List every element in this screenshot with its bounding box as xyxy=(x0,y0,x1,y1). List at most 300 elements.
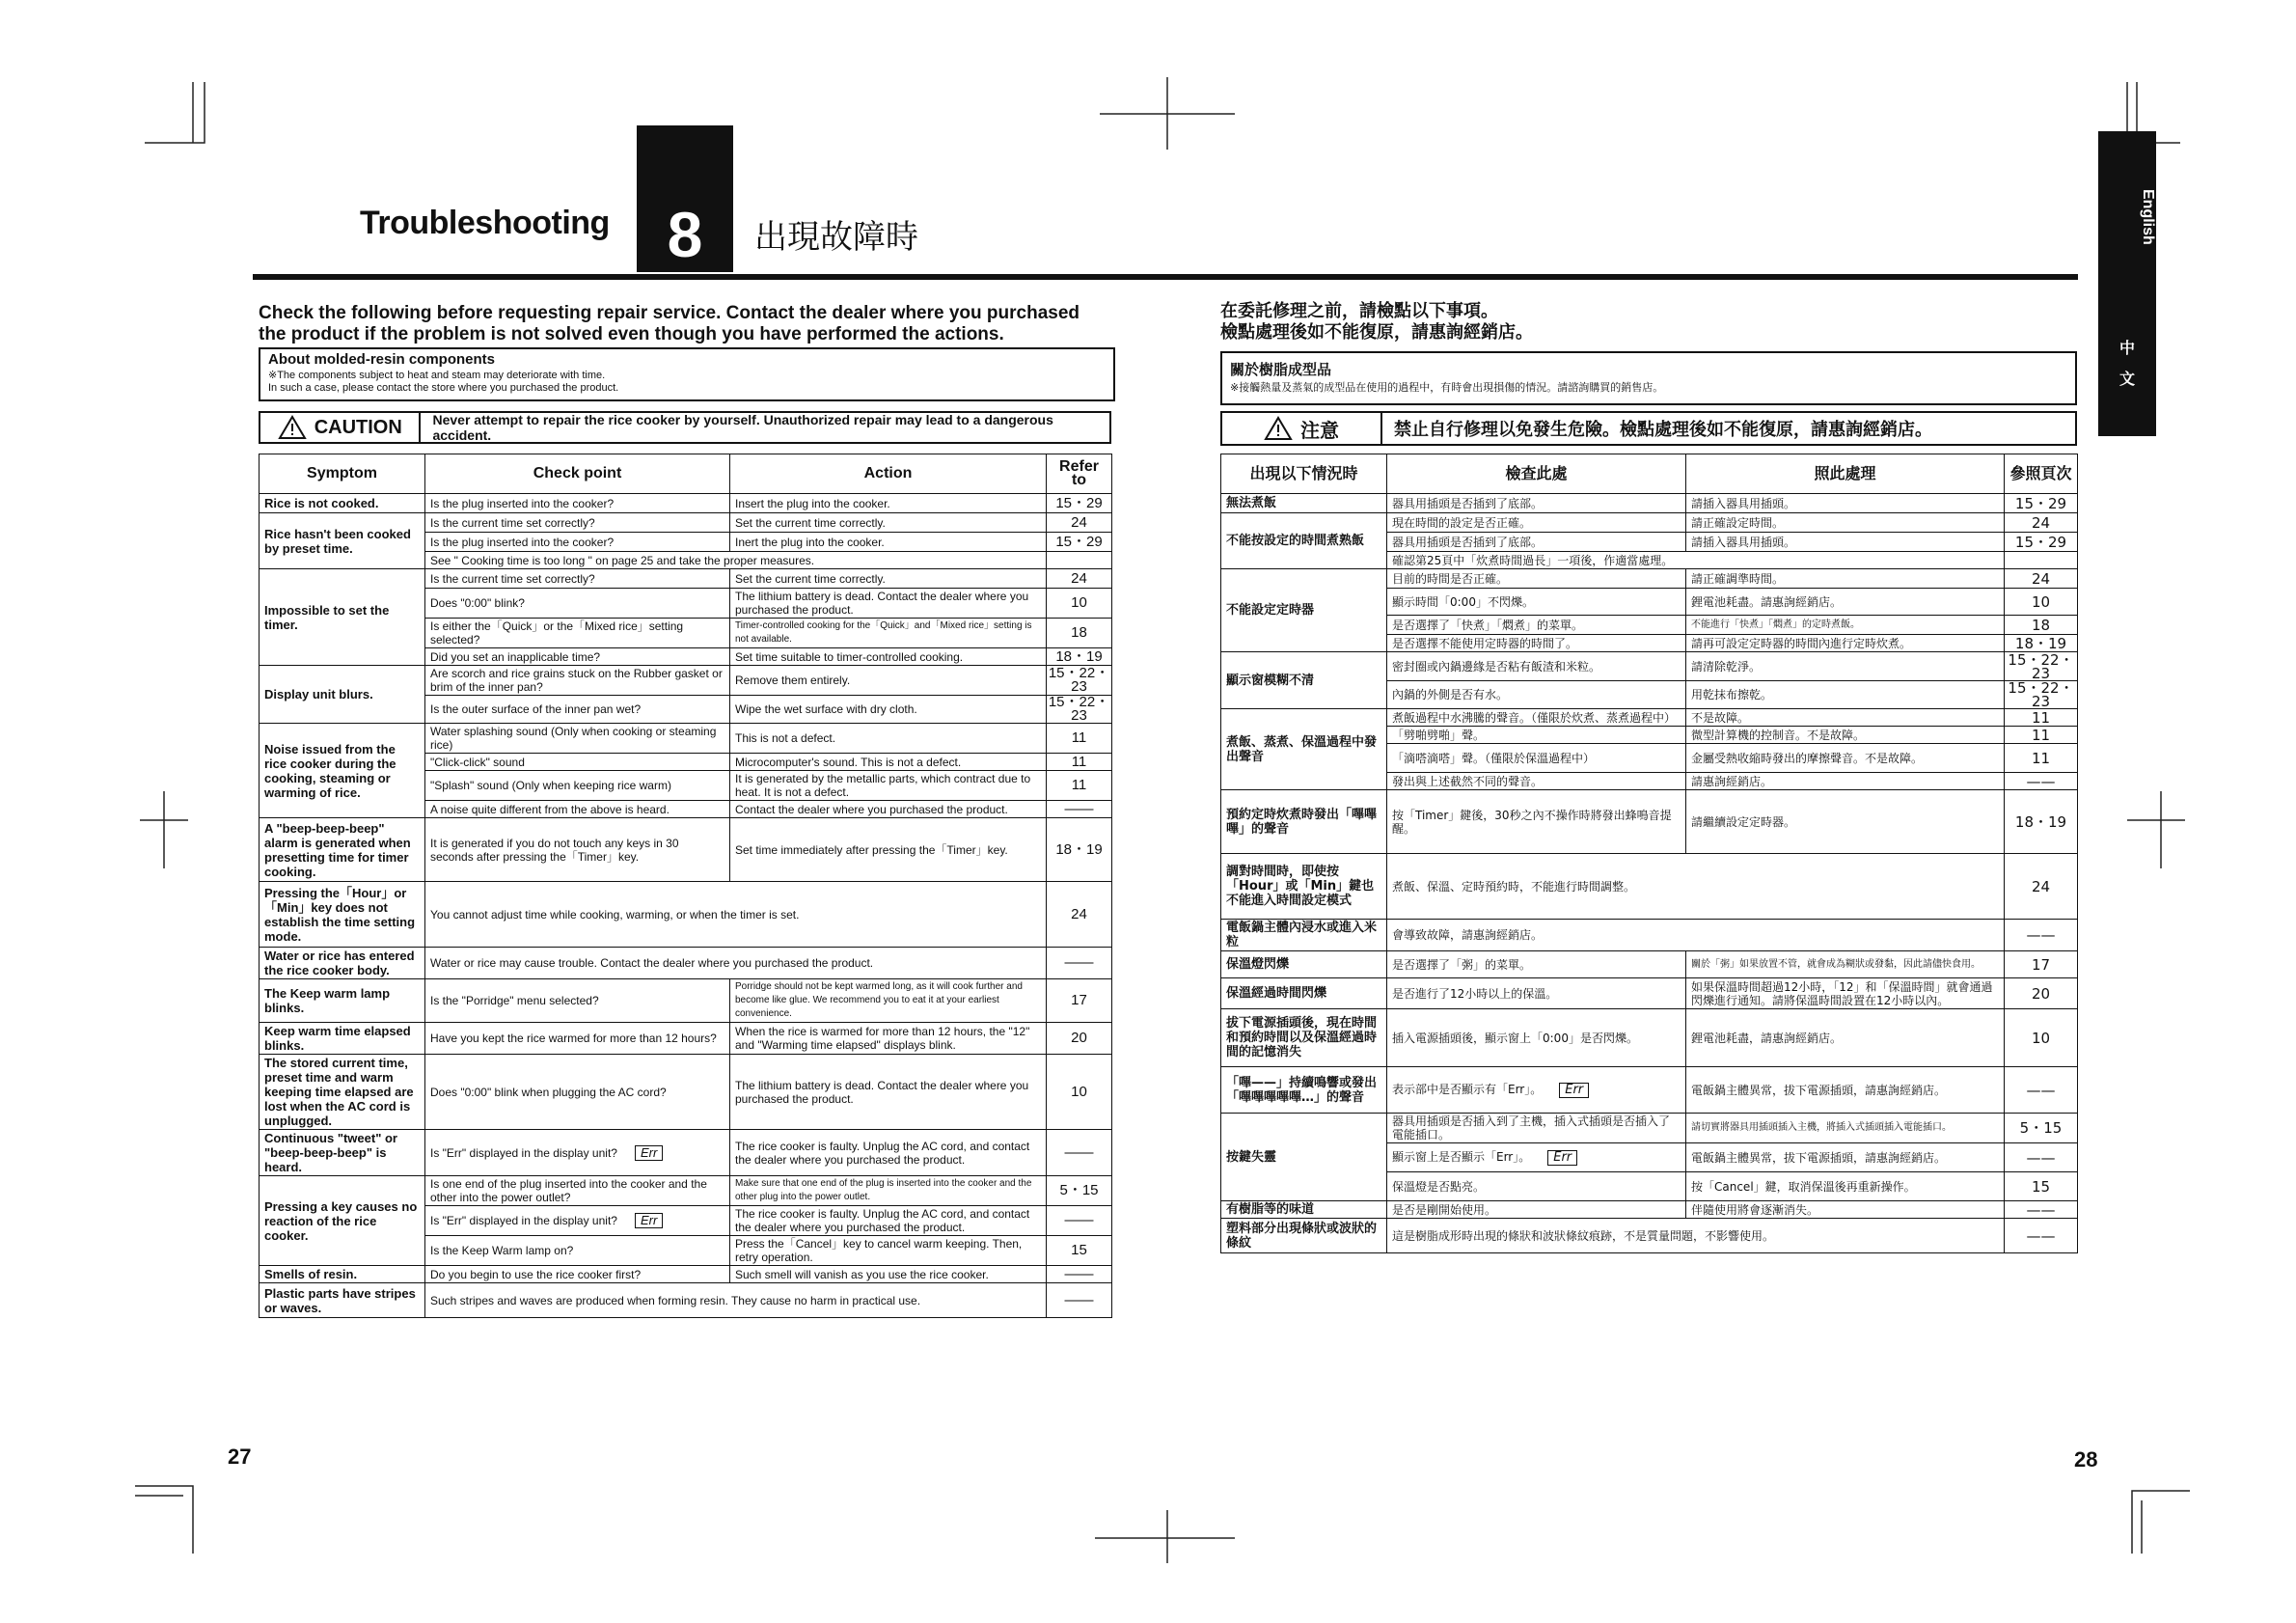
action-cell: Insert the plug into the cooker. xyxy=(730,494,1047,513)
action-cell: This is not a defect. xyxy=(730,724,1047,754)
action-cell: It is generated by the metallic parts, which contract due to heat. It is not a defect. xyxy=(730,771,1047,801)
check-point-text: Is the current time set correctly? xyxy=(430,515,595,530)
check-point-cell xyxy=(1387,635,1686,652)
check-point-cell xyxy=(1387,616,1686,635)
refer-to-cell: 20 xyxy=(1047,1023,1112,1055)
caution-box xyxy=(259,411,1111,444)
action-cell: Set the current time correctly. xyxy=(730,513,1047,533)
check-point-text: 顯示窗上是否顯示「Err」。 xyxy=(1392,1149,1531,1164)
check-point-text: 顯示時間「0:00」不閃爍。 xyxy=(1392,594,1534,609)
check-point-cell xyxy=(1387,1009,1686,1067)
refer-to-cell: —— xyxy=(2005,1201,2078,1219)
tab-chinese-2: 文 xyxy=(2118,371,2135,388)
refer-to-cell: —— xyxy=(1047,1206,1112,1236)
err-display-icon: Err xyxy=(1547,1150,1577,1166)
table-row xyxy=(1221,709,2078,727)
check-point-cell xyxy=(1387,569,1686,589)
refer-to-cell: —— xyxy=(2005,773,2078,790)
symptom-cell: 不能設定定時器 xyxy=(1221,569,1387,652)
caution-box-chinese xyxy=(1220,411,2077,446)
refer-to-cell: 20 xyxy=(2005,978,2078,1009)
troubleshooting-table-chinese xyxy=(1220,454,2078,1253)
refer-to-cell: 15・29 xyxy=(1047,533,1112,552)
err-display-icon: Err xyxy=(635,1213,663,1228)
intro-text-english: Check the following before requesting repair service. Contact the dealer where you purchased the product if the problem is not solved even though you have performed the actions. xyxy=(259,303,1080,344)
table-row xyxy=(1221,951,2078,978)
symptom-cell: 預約定時炊煮時發出「嗶嗶嗶」的聲音 xyxy=(1221,790,1387,854)
check-point-cell xyxy=(1387,727,1686,744)
check-point-cell xyxy=(1387,513,1686,533)
refer-to-cell: 17 xyxy=(1047,979,1112,1023)
action-cell: Set time immediately after pressing the「Timer」key. xyxy=(730,818,1047,882)
header-action-zh: 照此處理 xyxy=(1686,454,2005,494)
action-cell: Set time suitable to timer-controlled cooking. xyxy=(730,648,1047,666)
symptom-cell: 「嗶——」持續鳴響或發出「嗶嗶嗶嗶嗶…」的聲音 xyxy=(1221,1067,1387,1114)
action-cell: Remove them entirely. xyxy=(730,666,1047,696)
refer-to-cell: —— xyxy=(1047,1266,1112,1283)
check-point-cell xyxy=(1387,1067,1686,1114)
table-row xyxy=(1221,1201,2078,1219)
about-resin-title: About molded-resin components xyxy=(268,351,496,368)
action-cell: The rice cooker is faulty. Unplug the AC cord, and contact the dealer where you purchased the product. xyxy=(730,1206,1047,1236)
refer-to-cell: 24 xyxy=(1047,513,1112,533)
check-point-text: You cannot adjust time while cooking, warming, or when the timer is set. xyxy=(430,907,800,922)
check-point-cell xyxy=(425,666,730,696)
table-row xyxy=(260,818,1112,882)
check-point-text: 煮飯過程中水沸騰的聲音。（僅限於炊煮、蒸煮過程中） xyxy=(1392,710,1677,725)
check-point-text: 發出與上述截然不同的聲音。 xyxy=(1392,774,1544,788)
check-point-cell xyxy=(425,1283,1047,1318)
check-point-text: 是否選擇不能使用定時器的時間了。 xyxy=(1392,636,1578,650)
action-cell: 請清除乾淨。 xyxy=(1686,652,2005,681)
check-point-cell xyxy=(1387,790,1686,854)
symptom-cell: A "beep-beep-beep" alarm is generated when presetting time for timer cooking. xyxy=(260,818,425,882)
action-cell: Microcomputer's sound. This is not a defect. xyxy=(730,754,1047,771)
table-row xyxy=(260,569,1112,589)
header-symptom-zh: 出現以下情況時 xyxy=(1221,454,1387,494)
refer-to-cell: 15・22・23 xyxy=(2005,652,2078,681)
symptom-cell: 保溫燈閃爍 xyxy=(1221,951,1387,978)
check-point-cell xyxy=(1387,652,1686,681)
refer-to-cell: 18・19 xyxy=(2005,790,2078,854)
action-cell: Contact the dealer where you purchased the product. xyxy=(730,801,1047,818)
check-point-text: Is "Err" displayed in the display unit? xyxy=(430,1145,617,1160)
action-cell: Make sure that one end of the plug is inserted into the cooker and the other plug into the power outlet. xyxy=(730,1176,1047,1206)
table-row xyxy=(260,1055,1112,1130)
refer-to-cell: 18・19 xyxy=(2005,635,2078,652)
symptom-cell: The stored current time, preset time and warm keeping time elapsed are lost when the AC cord is unplugged. xyxy=(260,1055,425,1130)
chapter-number: 8 xyxy=(667,199,703,270)
page-title-english: Troubleshooting xyxy=(360,205,610,241)
check-point-text: Do you begin to use the rice cooker first? xyxy=(430,1267,642,1281)
check-point-text: Is either the「Quick」or the「Mixed rice」setting selected? xyxy=(430,619,684,646)
action-cell: 請惠詢經銷店。 xyxy=(1686,773,2005,790)
check-point-cell xyxy=(425,589,730,619)
check-point-text: It is generated if you do not touch any keys in 30 seconds after pressing the「Timer」key. xyxy=(430,836,679,864)
action-cell: 請切實將器具用插頭插入主機，將插入式插頭插入電能插口。 xyxy=(1686,1114,2005,1143)
table-header-row xyxy=(260,454,1112,494)
action-cell: 不能進行「快煮」「燜煮」的定時煮飯。 xyxy=(1686,616,2005,635)
action-cell: Press the「Cancel」key to cancel warm keeping. Then, retry operation. xyxy=(730,1236,1047,1266)
header-check-point: Check point xyxy=(425,454,730,494)
refer-to-cell: 15・22・23 xyxy=(1047,666,1112,696)
refer-to-cell: 15・29 xyxy=(2005,494,2078,513)
action-cell: When the rice is warmed for more than 12 hours, the "12" and "Warming time elapsed" displays blink. xyxy=(730,1023,1047,1055)
check-point-cell xyxy=(425,569,730,589)
check-point-cell xyxy=(425,1236,730,1266)
symptom-cell: Rice hasn't been cooked by preset time. xyxy=(260,513,425,569)
table-row xyxy=(1221,494,2078,513)
check-point-text: 「劈啪劈啪」聲。 xyxy=(1392,728,1486,742)
check-point-text: 是否選擇了「粥」的菜單。 xyxy=(1392,957,1532,972)
action-cell: Such smell will vanish as you use the rice cooker. xyxy=(730,1266,1047,1283)
symptom-cell: Pressing a key causes no reaction of the rice cooker. xyxy=(260,1176,425,1266)
header-rule xyxy=(253,274,2078,280)
check-point-text: Have you kept the rice warmed for more than 12 hours? xyxy=(430,1032,717,1045)
action-cell: 電飯鍋主體異常，拔下電源插頭，請惠詢經銷店。 xyxy=(1686,1067,2005,1114)
check-point-text: 目前的時間是否正確。 xyxy=(1392,571,1509,586)
check-point-cell xyxy=(1387,854,2005,920)
check-point-text: See " Cooking time is too long " on page 25 and take the proper measures. xyxy=(430,553,815,567)
check-point-text: 現在時間的設定是否正確。 xyxy=(1392,515,1532,530)
refer-to-cell: —— xyxy=(2005,1219,2078,1253)
action-cell: 請繼續設定定時器。 xyxy=(1686,790,2005,854)
table-row xyxy=(260,979,1112,1023)
caution-message: Never attempt to repair the rice cooker by yourself. Unauthorized repair may lead to a dangerous accident. xyxy=(432,412,1053,443)
refer-to-cell xyxy=(2005,552,2078,569)
table-row xyxy=(1221,1219,2078,1253)
symptom-cell: Display unit blurs. xyxy=(260,666,425,724)
refer-to-cell: 24 xyxy=(2005,569,2078,589)
refer-to-cell: 24 xyxy=(2005,854,2078,920)
refer-to-cell: —— xyxy=(1047,1130,1112,1176)
action-cell: 微型計算機的控制音。不是故障。 xyxy=(1686,727,2005,744)
check-point-cell xyxy=(1387,1219,2005,1253)
check-point-text: Is the outer surface of the inner pan wet? xyxy=(430,702,642,716)
check-point-cell xyxy=(1387,920,2005,951)
check-point-cell xyxy=(425,1206,730,1236)
check-point-text: Is the plug inserted into the cooker? xyxy=(430,496,615,510)
symptom-cell: Water or rice has entered the rice cooker body. xyxy=(260,948,425,979)
check-point-text: 是否選擇了「快煮」「燜煮」的菜單。 xyxy=(1392,618,1584,632)
check-point-text: Are scorch and rice grains stuck on the Rubber gasket or brim of the inner pan? xyxy=(430,667,723,694)
symptom-cell: 保溫經過時間閃爍 xyxy=(1221,978,1387,1009)
check-point-text: Water splashing sound (Only when cooking or steaming rice) xyxy=(430,725,717,752)
check-point-text: 器具用插頭是否插到了底部。 xyxy=(1392,535,1544,549)
table-row xyxy=(260,1283,1112,1318)
action-cell: 請正確設定時間。 xyxy=(1686,513,2005,533)
symptom-cell: The Keep warm lamp blinks. xyxy=(260,979,425,1023)
symptom-cell: Plastic parts have stripes or waves. xyxy=(260,1283,425,1318)
check-point-cell xyxy=(425,724,730,754)
check-point-cell xyxy=(425,754,730,771)
refer-to-cell: —— xyxy=(1047,948,1112,979)
caution-message-chinese: 禁止自行修理以免發生危險。檢點處理後如不能復原，請惠詢經銷店。 xyxy=(1394,420,1932,440)
refer-to-cell: 24 xyxy=(1047,569,1112,589)
intro-chinese-line-2: 檢點處理後如不能復原，請惠詢經銷店。 xyxy=(1220,322,1533,343)
check-point-text: 是否是剛開始使用。 xyxy=(1392,1202,1497,1217)
refer-to-cell: 17 xyxy=(2005,951,2078,978)
refer-to-cell: 11 xyxy=(2005,727,2078,744)
check-point-text: 插入電源插頭後，顯示窗上「0:00」是否閃爍。 xyxy=(1392,1031,1638,1045)
check-point-cell xyxy=(425,801,730,818)
check-point-cell xyxy=(425,818,730,882)
action-cell: 電飯鍋主體異常，拔下電源插頭，請惠詢經銷店。 xyxy=(1686,1143,2005,1172)
table-header-row xyxy=(1221,454,2078,494)
check-point-cell xyxy=(1387,681,1686,709)
refer-to-cell: 18 xyxy=(2005,616,2078,635)
symptom-cell: 顯示窗模糊不清 xyxy=(1221,652,1387,709)
action-cell: 按「Cancel」鍵，取消保溫後再重新操作。 xyxy=(1686,1172,2005,1201)
action-cell: 用乾抹布擦乾。 xyxy=(1686,681,2005,709)
check-point-text: 保溫燈是否點亮。 xyxy=(1392,1179,1486,1194)
err-display-icon: Err xyxy=(1559,1083,1589,1098)
refer-to-cell: —— xyxy=(1047,801,1112,818)
table-row xyxy=(1221,920,2078,951)
action-cell: 不是故障。 xyxy=(1686,709,2005,727)
refer-to-cell: 15・22・23 xyxy=(2005,681,2078,709)
caution-label-chinese xyxy=(1222,413,1382,444)
refer-to-cell: 18 xyxy=(1047,619,1112,648)
refer-to-cell: 15・22・23 xyxy=(1047,696,1112,724)
table-row xyxy=(1221,569,2078,589)
check-point-cell xyxy=(425,552,1047,569)
header-action: Action xyxy=(730,454,1047,494)
check-point-cell xyxy=(425,979,730,1023)
action-cell: The lithium battery is dead. Contact the dealer where you purchased the product. xyxy=(730,589,1047,619)
check-point-cell xyxy=(1387,1201,1686,1219)
header-refer-to: Refer to xyxy=(1047,454,1112,494)
symptom-cell: Continuous "tweet" or "beep-beep-beep" is heard. xyxy=(260,1130,425,1176)
check-point-text: Is one end of the plug inserted into the cooker and the other into the power outlet? xyxy=(430,1177,707,1204)
warning-triangle-icon xyxy=(1264,416,1293,441)
action-cell: Inert the plug into the cooker. xyxy=(730,533,1047,552)
check-point-text: Is "Err" displayed in the display unit? xyxy=(430,1214,617,1227)
check-point-cell xyxy=(425,1266,730,1283)
check-point-cell xyxy=(425,1176,730,1206)
table-row xyxy=(1221,513,2078,533)
table-row xyxy=(260,1023,1112,1055)
check-point-text: Is the "Porridge" menu selected? xyxy=(430,994,599,1007)
refer-to-cell: 11 xyxy=(2005,709,2078,727)
symptom-cell: 塑料部分出現條狀或波狀的條紋 xyxy=(1221,1219,1387,1253)
refer-to-cell: —— xyxy=(2005,1143,2078,1172)
table-row xyxy=(260,1130,1112,1176)
action-cell: 請插入器具用插頭。 xyxy=(1686,494,2005,513)
check-point-cell xyxy=(425,948,1047,979)
check-point-text: 這是樹脂成形時出現的條狀和波狀條紋痕跡，不是質量問題，不影響使用。 xyxy=(1392,1228,1775,1243)
check-point-cell xyxy=(1387,709,1686,727)
refer-to-cell: —— xyxy=(2005,1067,2078,1114)
intro-chinese-line-1: 在委託修理之前，請檢點以下事項。 xyxy=(1220,301,1498,321)
symptom-cell: 拔下電源插頭後，現在時間和預約時間以及保溫經過時間的記憶消失 xyxy=(1221,1009,1387,1067)
action-cell: 鋰電池耗盡。請惠詢經銷店。 xyxy=(1686,589,2005,616)
check-point-cell xyxy=(1387,494,1686,513)
check-point-cell xyxy=(1387,773,1686,790)
check-point-cell xyxy=(1387,951,1686,978)
check-point-text: "Splash" sound (Only when keeping rice warm) xyxy=(430,779,671,792)
check-point-cell xyxy=(425,648,730,666)
action-cell: 金屬受熱收縮時發出的摩擦聲音。不是故障。 xyxy=(1686,744,2005,773)
table-row xyxy=(1221,1009,2078,1067)
language-side-tab xyxy=(2098,131,2156,436)
symptom-cell: 有樹脂等的味道 xyxy=(1221,1201,1387,1219)
caution-text-chinese: 注意 xyxy=(1300,418,1339,442)
check-point-cell xyxy=(1387,589,1686,616)
refer-to-cell: 18・19 xyxy=(1047,648,1112,666)
refer-to-cell: 24 xyxy=(2005,513,2078,533)
check-point-text: 會導致故障，請惠詢經銷店。 xyxy=(1392,928,1544,942)
action-cell: 鋰電池耗盡，請惠詢經銷店。 xyxy=(1686,1009,2005,1067)
check-point-cell xyxy=(1387,1172,1686,1201)
check-point-cell xyxy=(425,1130,730,1176)
table-row xyxy=(260,724,1112,754)
err-display-icon: Err xyxy=(635,1145,663,1161)
refer-to-cell: 11 xyxy=(1047,754,1112,771)
check-point-cell xyxy=(425,533,730,552)
check-point-text: 「滴嗒滴嗒」聲。（僅限於保溫過程中） xyxy=(1392,751,1596,765)
table-row xyxy=(1221,1114,2078,1143)
check-point-cell xyxy=(1387,552,2005,569)
check-point-cell xyxy=(1387,1114,1686,1143)
check-point-text: 是否進行了12小時以上的保溫。 xyxy=(1392,986,1558,1001)
symptom-cell: 無法煮飯 xyxy=(1221,494,1387,513)
refer-to-cell: 10 xyxy=(1047,589,1112,619)
refer-to-cell: 15・29 xyxy=(1047,494,1112,513)
symptom-cell: Smells of resin. xyxy=(260,1266,425,1283)
check-point-text: Does "0:00" blink? xyxy=(430,596,525,610)
check-point-text: 密封圈或內鍋邊緣是否粘有飯渣和米粒。 xyxy=(1392,659,1601,674)
header-symptom: Symptom xyxy=(260,454,425,494)
table-row xyxy=(1221,978,2078,1009)
tab-chinese-1: 中 xyxy=(2118,341,2135,357)
caution-label xyxy=(260,413,421,442)
refer-to-cell: 15 xyxy=(1047,1236,1112,1266)
action-cell: Porridge should not be kept warmed long, as it will cook further and become like glue. We recommend you to eat it at your earliest convenience. xyxy=(730,979,1047,1023)
check-point-cell xyxy=(425,1055,730,1130)
refer-to-cell: —— xyxy=(1047,1283,1112,1318)
refer-to-cell: 24 xyxy=(1047,882,1112,948)
check-point-text: A noise quite different from the above is heard. xyxy=(430,802,670,816)
intro-text-chinese xyxy=(1220,301,2069,344)
header-ref-zh: 參照頁次 xyxy=(2005,454,2078,494)
symptom-cell: 調對時間時，即使按「Hour」或「Min」鍵也不能進入時間設定模式 xyxy=(1221,854,1387,920)
refer-to-cell: 5・15 xyxy=(2005,1114,2078,1143)
about-resin-line-1: ※The components subject to heat and steam may deteriorate with time. xyxy=(268,370,606,381)
check-point-text: 器具用插頭是否插入到了主機，插入式插頭是否插入了電能插口。 xyxy=(1392,1114,1671,1142)
refer-to-cell: 10 xyxy=(2005,1009,2078,1067)
table-row xyxy=(260,882,1112,948)
action-cell: 請再可設定定時器的時間內進行定時炊煮。 xyxy=(1686,635,2005,652)
check-point-text: 確認第25頁中「炊煮時間過長」一項後，作適當處理。 xyxy=(1392,553,1674,567)
table-row xyxy=(1221,1067,2078,1114)
refer-to-cell: 11 xyxy=(1047,771,1112,801)
action-cell: 如果保溫時間超過12小時，「12」和「保溫時間」就會通過閃爍進行通知。請將保溫時間設置在12小時以內。 xyxy=(1686,978,2005,1009)
check-point-cell xyxy=(425,882,1047,948)
check-point-text: 煮飯、保溫、定時預約時，不能進行時間調整。 xyxy=(1392,879,1636,894)
check-point-text: 表示部中是否顯示有「Err」。 xyxy=(1392,1082,1543,1096)
check-point-cell xyxy=(1387,744,1686,773)
about-resin-box xyxy=(259,347,1115,401)
refer-to-cell: —— xyxy=(2005,920,2078,951)
symptom-cell: 按鍵失靈 xyxy=(1221,1114,1387,1201)
check-point-cell xyxy=(425,494,730,513)
about-resin-box-chinese xyxy=(1220,351,2077,405)
table-row xyxy=(1221,854,2078,920)
page-number-left: 27 xyxy=(228,1444,252,1469)
refer-to-cell: 15・29 xyxy=(2005,533,2078,552)
check-point-cell xyxy=(425,513,730,533)
check-point-cell xyxy=(1387,978,1686,1009)
refer-to-cell: 5・15 xyxy=(1047,1176,1112,1206)
chapter-number-box xyxy=(637,125,733,272)
caution-text: CAUTION xyxy=(314,416,402,438)
table-row xyxy=(260,1266,1112,1283)
symptom-cell: Pressing the「Hour」or「Min」key does not establish the time setting mode. xyxy=(260,882,425,948)
symptom-cell: 不能按設定的時間煮熟飯 xyxy=(1221,513,1387,569)
troubleshooting-table-english xyxy=(259,454,1112,1318)
table-row xyxy=(260,948,1112,979)
check-point-text: "Click-click" sound xyxy=(430,755,525,769)
check-point-cell xyxy=(425,619,730,648)
check-point-text: Is the Keep Warm lamp on? xyxy=(430,1244,574,1257)
action-cell: The lithium battery is dead. Contact the dealer where you purchased the product. xyxy=(730,1055,1047,1130)
symptom-cell: Rice is not cooked. xyxy=(260,494,425,513)
check-point-text: Did you set an inapplicable time? xyxy=(430,649,601,664)
table-row xyxy=(1221,790,2078,854)
table-row xyxy=(260,494,1112,513)
action-cell: 請插入器具用插頭。 xyxy=(1686,533,2005,552)
refer-to-cell: 10 xyxy=(1047,1055,1112,1130)
check-point-cell xyxy=(1387,533,1686,552)
action-cell: The rice cooker is faulty. Unplug the AC cord, and contact the dealer where you purchased the product. xyxy=(730,1130,1047,1176)
check-point-cell xyxy=(425,696,730,724)
action-cell: Set the current time correctly. xyxy=(730,569,1047,589)
tab-english: English xyxy=(2140,189,2156,245)
about-resin-title-chinese: 關於樹脂成型品 xyxy=(1230,361,1332,378)
symptom-cell: 煮飯、蒸煮、保溫過程中發出聲音 xyxy=(1221,709,1387,790)
warning-triangle-icon xyxy=(278,415,307,440)
page-title-chinese: 出現故障時 xyxy=(754,218,918,257)
check-point-cell xyxy=(1387,1143,1686,1172)
refer-to-cell: 11 xyxy=(1047,724,1112,754)
about-resin-line-chinese: ※接觸熱量及蒸氣的成型品在使用的過程中，有時會出現損傷的情況。請諮詢購買的銷售店。 xyxy=(1230,381,1664,394)
check-point-text: Such stripes and waves are produced when forming resin. They cause no harm in practical use. xyxy=(430,1293,921,1307)
table-row xyxy=(260,666,1112,696)
table-row xyxy=(260,1176,1112,1206)
check-point-text: 內鍋的外側是否有水。 xyxy=(1392,688,1509,701)
about-resin-line-2: In such a case, please contact the store where you purchased the product. xyxy=(268,382,619,394)
refer-to-cell: 15 xyxy=(2005,1172,2078,1201)
action-cell: Timer-controlled cooking for the「Quick」and「Mixed rice」setting is not available. xyxy=(730,619,1047,648)
check-point-text: 器具用插頭是否插到了底部。 xyxy=(1392,496,1544,510)
page-number-right: 28 xyxy=(2074,1447,2098,1472)
check-point-cell xyxy=(425,771,730,801)
check-point-text: Is the plug inserted into the cooker? xyxy=(430,535,615,549)
table-row xyxy=(1221,652,2078,681)
check-point-text: Is the current time set correctly? xyxy=(430,571,595,586)
symptom-cell: Impossible to set the timer. xyxy=(260,569,425,666)
table-row xyxy=(260,513,1112,533)
action-cell: 關於「粥」如果放置不管，就會成為糊狀或發黏，因此請儘快食用。 xyxy=(1686,951,2005,978)
refer-to-cell xyxy=(1047,552,1112,569)
refer-to-cell: 11 xyxy=(2005,744,2078,773)
action-cell: 伴隨使用將會逐漸消失。 xyxy=(1686,1201,2005,1219)
check-point-cell xyxy=(425,1023,730,1055)
symptom-cell: Noise issued from the rice cooker during the cooking, steaming or warming of rice. xyxy=(260,724,425,818)
symptom-cell: Keep warm time elapsed blinks. xyxy=(260,1023,425,1055)
refer-to-cell: 10 xyxy=(2005,589,2078,616)
